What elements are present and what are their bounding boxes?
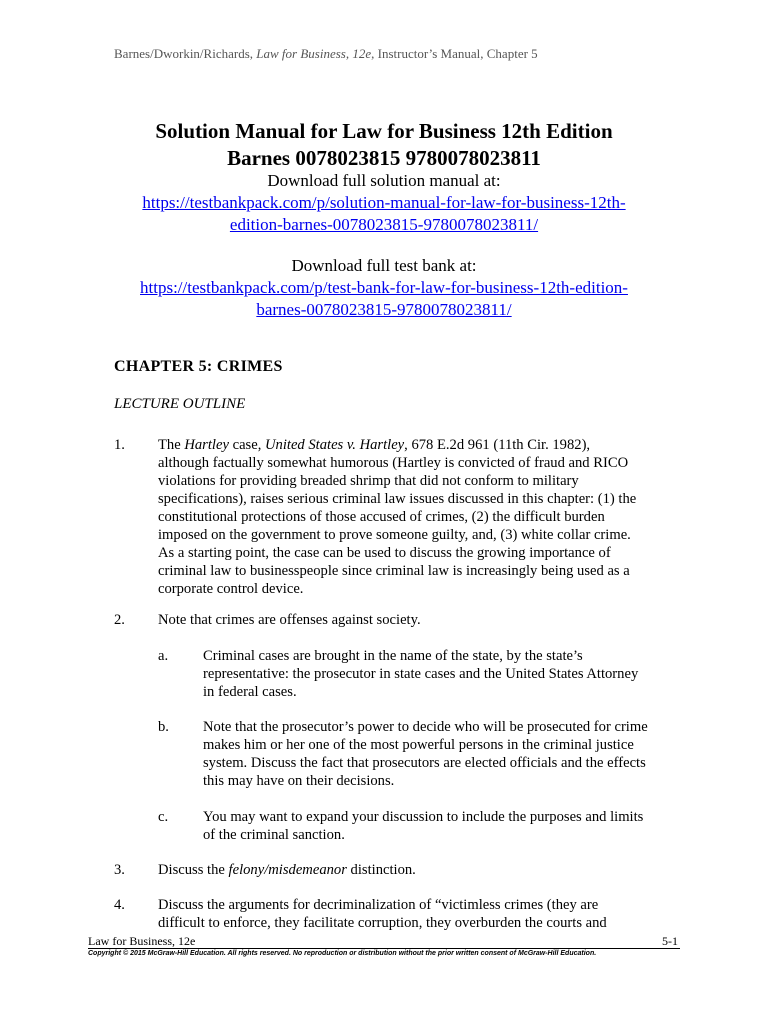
footer-book-title: Law for Business, 12e <box>88 934 196 948</box>
download-testbank-block <box>0 255 768 321</box>
chapter-heading: CHAPTER 5: CRIMES <box>114 358 283 375</box>
item-text: , 678 E.2d 961 (11th Cir. 1982), although factually somewhat humorous (Hartley is convicted of fraud and RICO violations for providing breaded shrimp that did not conform to military specifications), raises serious criminal law issues discussed in this chapter: (1) the constitutional protections of those accused of crimes, (2) the difficult burden imposed on the government to prove someone guilty, and, (3) white collar crime. As a starting point, the case can be used to discuss the growing importance of criminal law to businesspeople since criminal law is increasingly being used as a corporate control device. <box>158 437 637 597</box>
download-solution-link-line-2[interactable]: edition-barnes-0078023815-9780078023811/ <box>229 215 539 234</box>
item-text: Discuss the <box>158 862 229 878</box>
copyright-notice: Copyright © 2015 McGraw-Hill Education. All rights reserved. No reproduction or distribution without the prior written consent of McGraw-Hill Education. <box>88 950 597 957</box>
download-solution-label: Download full solution manual at: <box>267 171 501 190</box>
download-testbank-label: Download full test bank at: <box>291 256 477 275</box>
outline-item-1 <box>158 436 638 598</box>
subitem-letter: c. <box>158 809 169 825</box>
footer-page-number: 5-1 <box>662 934 678 948</box>
document-title <box>0 118 768 172</box>
outline-subitem-b: Note that the prosecutor’s power to decide who will be prosecuted for crime makes him or her one of the most powerful persons in the criminal justice system. Discuss the fact that prosecutors are elected officials and the effects this may have on their decisions. <box>203 719 648 789</box>
footer-divider <box>88 948 680 949</box>
outline-subitem-a: Criminal cases are brought in the name of the state, by the state’s representative: the prosecutor in state cases and the United States Attorney in federal cases. <box>203 648 639 700</box>
item-emphasis: United States v. Hartley <box>265 437 405 453</box>
title-line-2: Barnes 0078023815 9780078023811 <box>227 146 541 170</box>
subitem-letter: a. <box>158 648 169 664</box>
download-solution-block <box>0 170 768 236</box>
download-testbank-link-line-2[interactable]: barnes-0078023815-9780078023811/ <box>256 300 512 319</box>
subitem-letter: b. <box>158 719 169 735</box>
download-solution-link-line-1[interactable]: https://testbankpack.com/p/solution-manual-for-law-for-business-12th- <box>142 193 626 212</box>
item-number: 2. <box>114 612 125 628</box>
download-testbank-link-line-1[interactable]: https://testbankpack.com/p/test-bank-for-law-for-business-12th-edition- <box>140 278 628 297</box>
outline-subitem-c: You may want to expand your discussion to include the purposes and limits of the criminal sanction. <box>203 809 644 843</box>
item-number: 1. <box>114 437 125 453</box>
header-book-title: Law for Business, 12e <box>256 46 372 61</box>
header-authors: Barnes/Dworkin/Richards, <box>114 46 254 61</box>
item-text: The <box>158 437 185 453</box>
outline-item-4: Discuss the arguments for decriminalization of “victimless crimes (they are difficult to enforce, they facilitate corruption, they overburden the courts and <box>158 897 607 931</box>
lecture-outline-label: LECTURE OUTLINE <box>114 396 246 412</box>
item-text: case, <box>228 437 265 453</box>
item-emphasis: felony/misdemeanor <box>228 862 347 878</box>
item-number: 4. <box>114 897 125 913</box>
outline-item-3 <box>158 861 638 879</box>
header-rest: , Instructor’s Manual, Chapter 5 <box>371 46 538 61</box>
download-solution-link[interactable] <box>0 192 768 236</box>
item-number: 3. <box>114 862 125 878</box>
download-testbank-link[interactable] <box>0 277 768 321</box>
item-emphasis: Hartley <box>184 437 229 453</box>
outline-item-2: Note that crimes are offenses against society. <box>158 612 421 628</box>
item-text: distinction. <box>346 862 416 878</box>
title-line-1: Solution Manual for Law for Business 12th Edition <box>155 119 613 143</box>
running-header <box>114 46 538 62</box>
